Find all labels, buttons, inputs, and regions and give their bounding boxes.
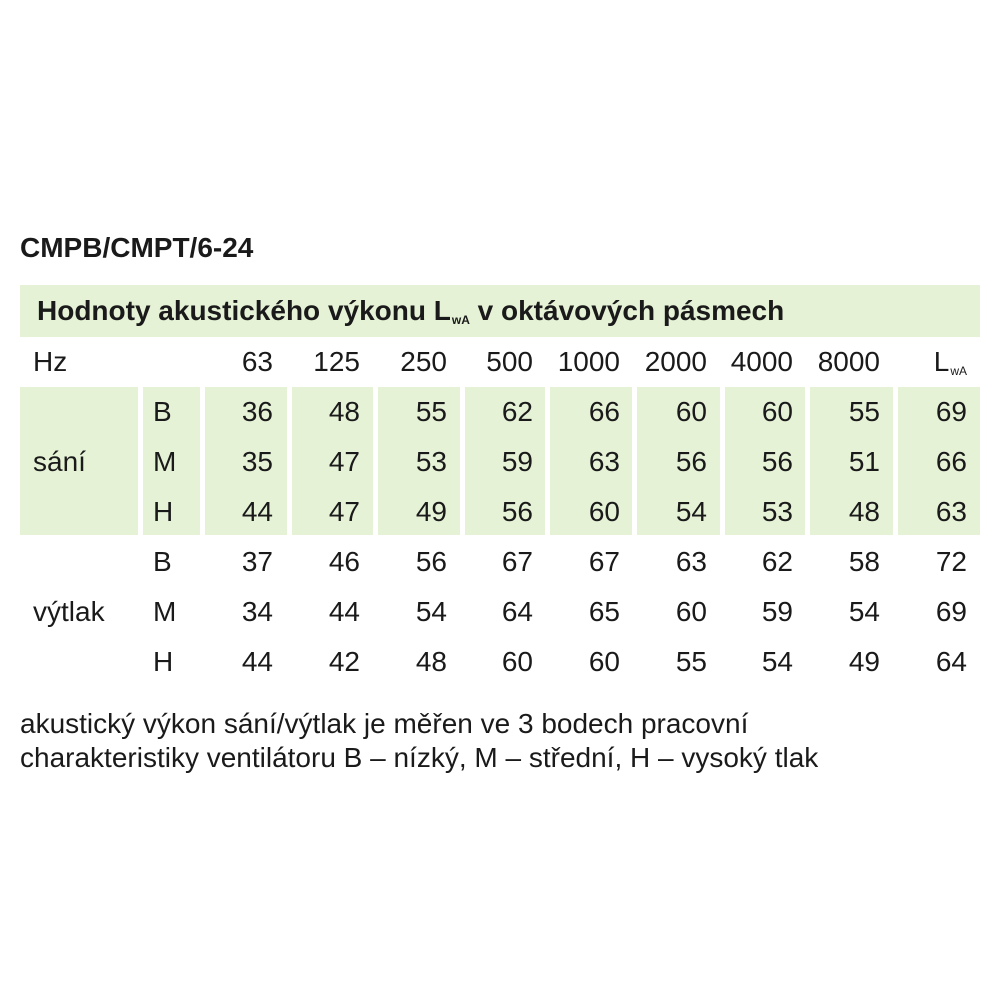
- table-cell: 34: [241, 596, 273, 627]
- lwa-cell: 63: [935, 496, 967, 527]
- table-cell: 56: [675, 446, 707, 477]
- table-cell: 63: [675, 546, 707, 577]
- table-cell: 36: [241, 396, 273, 427]
- lwa-cell: 69: [935, 396, 967, 427]
- table-cell: 59: [761, 596, 793, 627]
- table-cell: 63: [588, 446, 620, 477]
- table-cell: 54: [415, 596, 447, 627]
- lwa-cell: 64: [935, 646, 967, 677]
- table-cell: 55: [848, 396, 880, 427]
- table-cell: 53: [761, 496, 793, 527]
- row-level-label: B: [153, 396, 172, 427]
- lwa-column-header: [895, 342, 967, 387]
- table-cell: 49: [848, 646, 880, 677]
- table-cell: 53: [415, 446, 447, 477]
- table-heading-prefix: Hodnoty akustického výkonu L: [37, 295, 451, 326]
- hz-label: Hz: [33, 346, 68, 377]
- table-cell: 48: [415, 646, 447, 677]
- table-cell: 42: [328, 646, 360, 677]
- table-cell: 60: [675, 596, 707, 627]
- table-heading: [37, 290, 784, 337]
- table-cell: 48: [848, 496, 880, 527]
- table-cell: 60: [761, 396, 793, 427]
- table-cell: 44: [241, 496, 273, 527]
- table-heading-suffix: v oktávových pásmech: [469, 295, 785, 326]
- table-cell: 59: [501, 446, 533, 477]
- band-header: 4000: [730, 346, 793, 377]
- table-cell: 35: [241, 446, 273, 477]
- band-header: 125: [313, 346, 360, 377]
- table-cell: 62: [761, 546, 793, 577]
- lwa-cell: 72: [935, 546, 967, 577]
- table-cell: 46: [328, 546, 360, 577]
- row-level-label: M: [153, 446, 177, 477]
- lwa-header-sub: wA: [950, 364, 967, 378]
- table-cell: 54: [848, 596, 880, 627]
- table-cell: 67: [588, 546, 620, 577]
- row-level-label: M: [153, 596, 177, 627]
- table-cell: 66: [588, 396, 620, 427]
- table-cell: 60: [501, 646, 533, 677]
- table-cell: 60: [588, 646, 620, 677]
- table-heading-sub: wA: [451, 313, 470, 327]
- lwa-cell: 66: [935, 446, 967, 477]
- table-cell: 44: [241, 646, 273, 677]
- footnote-line-1: akustický výkon sání/výtlak je měřen ve 3 bodech pracovní: [20, 708, 749, 739]
- table-cell: 56: [761, 446, 793, 477]
- band-header: 2000: [644, 346, 707, 377]
- lwa-cell: 69: [935, 596, 967, 627]
- table-cell: 49: [415, 496, 447, 527]
- table-cell: 54: [675, 496, 707, 527]
- table-cell: 48: [328, 396, 360, 427]
- band-header: 500: [486, 346, 533, 377]
- group-label: sání: [33, 446, 86, 477]
- table-cell: 55: [675, 646, 707, 677]
- table-cell: 44: [328, 596, 360, 627]
- group-label: výtlak: [33, 596, 105, 627]
- table-cell: 56: [415, 546, 447, 577]
- table-cell: 55: [415, 396, 447, 427]
- table-cell: 47: [328, 446, 360, 477]
- document-title: CMPB/CMPT/6-24: [20, 232, 254, 263]
- table-cell: 58: [848, 546, 880, 577]
- band-header: 250: [400, 346, 447, 377]
- table-cell: 62: [501, 396, 533, 427]
- table-cell: 47: [328, 496, 360, 527]
- table-cell: 65: [588, 596, 620, 627]
- row-level-label: H: [153, 646, 174, 677]
- table-cell: 60: [675, 396, 707, 427]
- table-cell: 64: [501, 596, 533, 627]
- band-header: 63: [241, 346, 273, 377]
- row-level-label: H: [153, 496, 174, 527]
- table-cell: 56: [501, 496, 533, 527]
- table-cell: 37: [241, 546, 273, 577]
- table-cell: 60: [588, 496, 620, 527]
- footnote: [20, 707, 818, 775]
- row-level-label: B: [153, 546, 172, 577]
- table-cell: 54: [761, 646, 793, 677]
- table-cell: 67: [501, 546, 533, 577]
- band-header: 1000: [557, 346, 620, 377]
- table-cell: 51: [848, 446, 880, 477]
- band-header: 8000: [817, 346, 880, 377]
- lwa-header-main: L: [933, 346, 950, 377]
- footnote-line-2: charakteristiky ventilátoru B – nízký, M – střední, H – vysoký tlak: [20, 742, 819, 773]
